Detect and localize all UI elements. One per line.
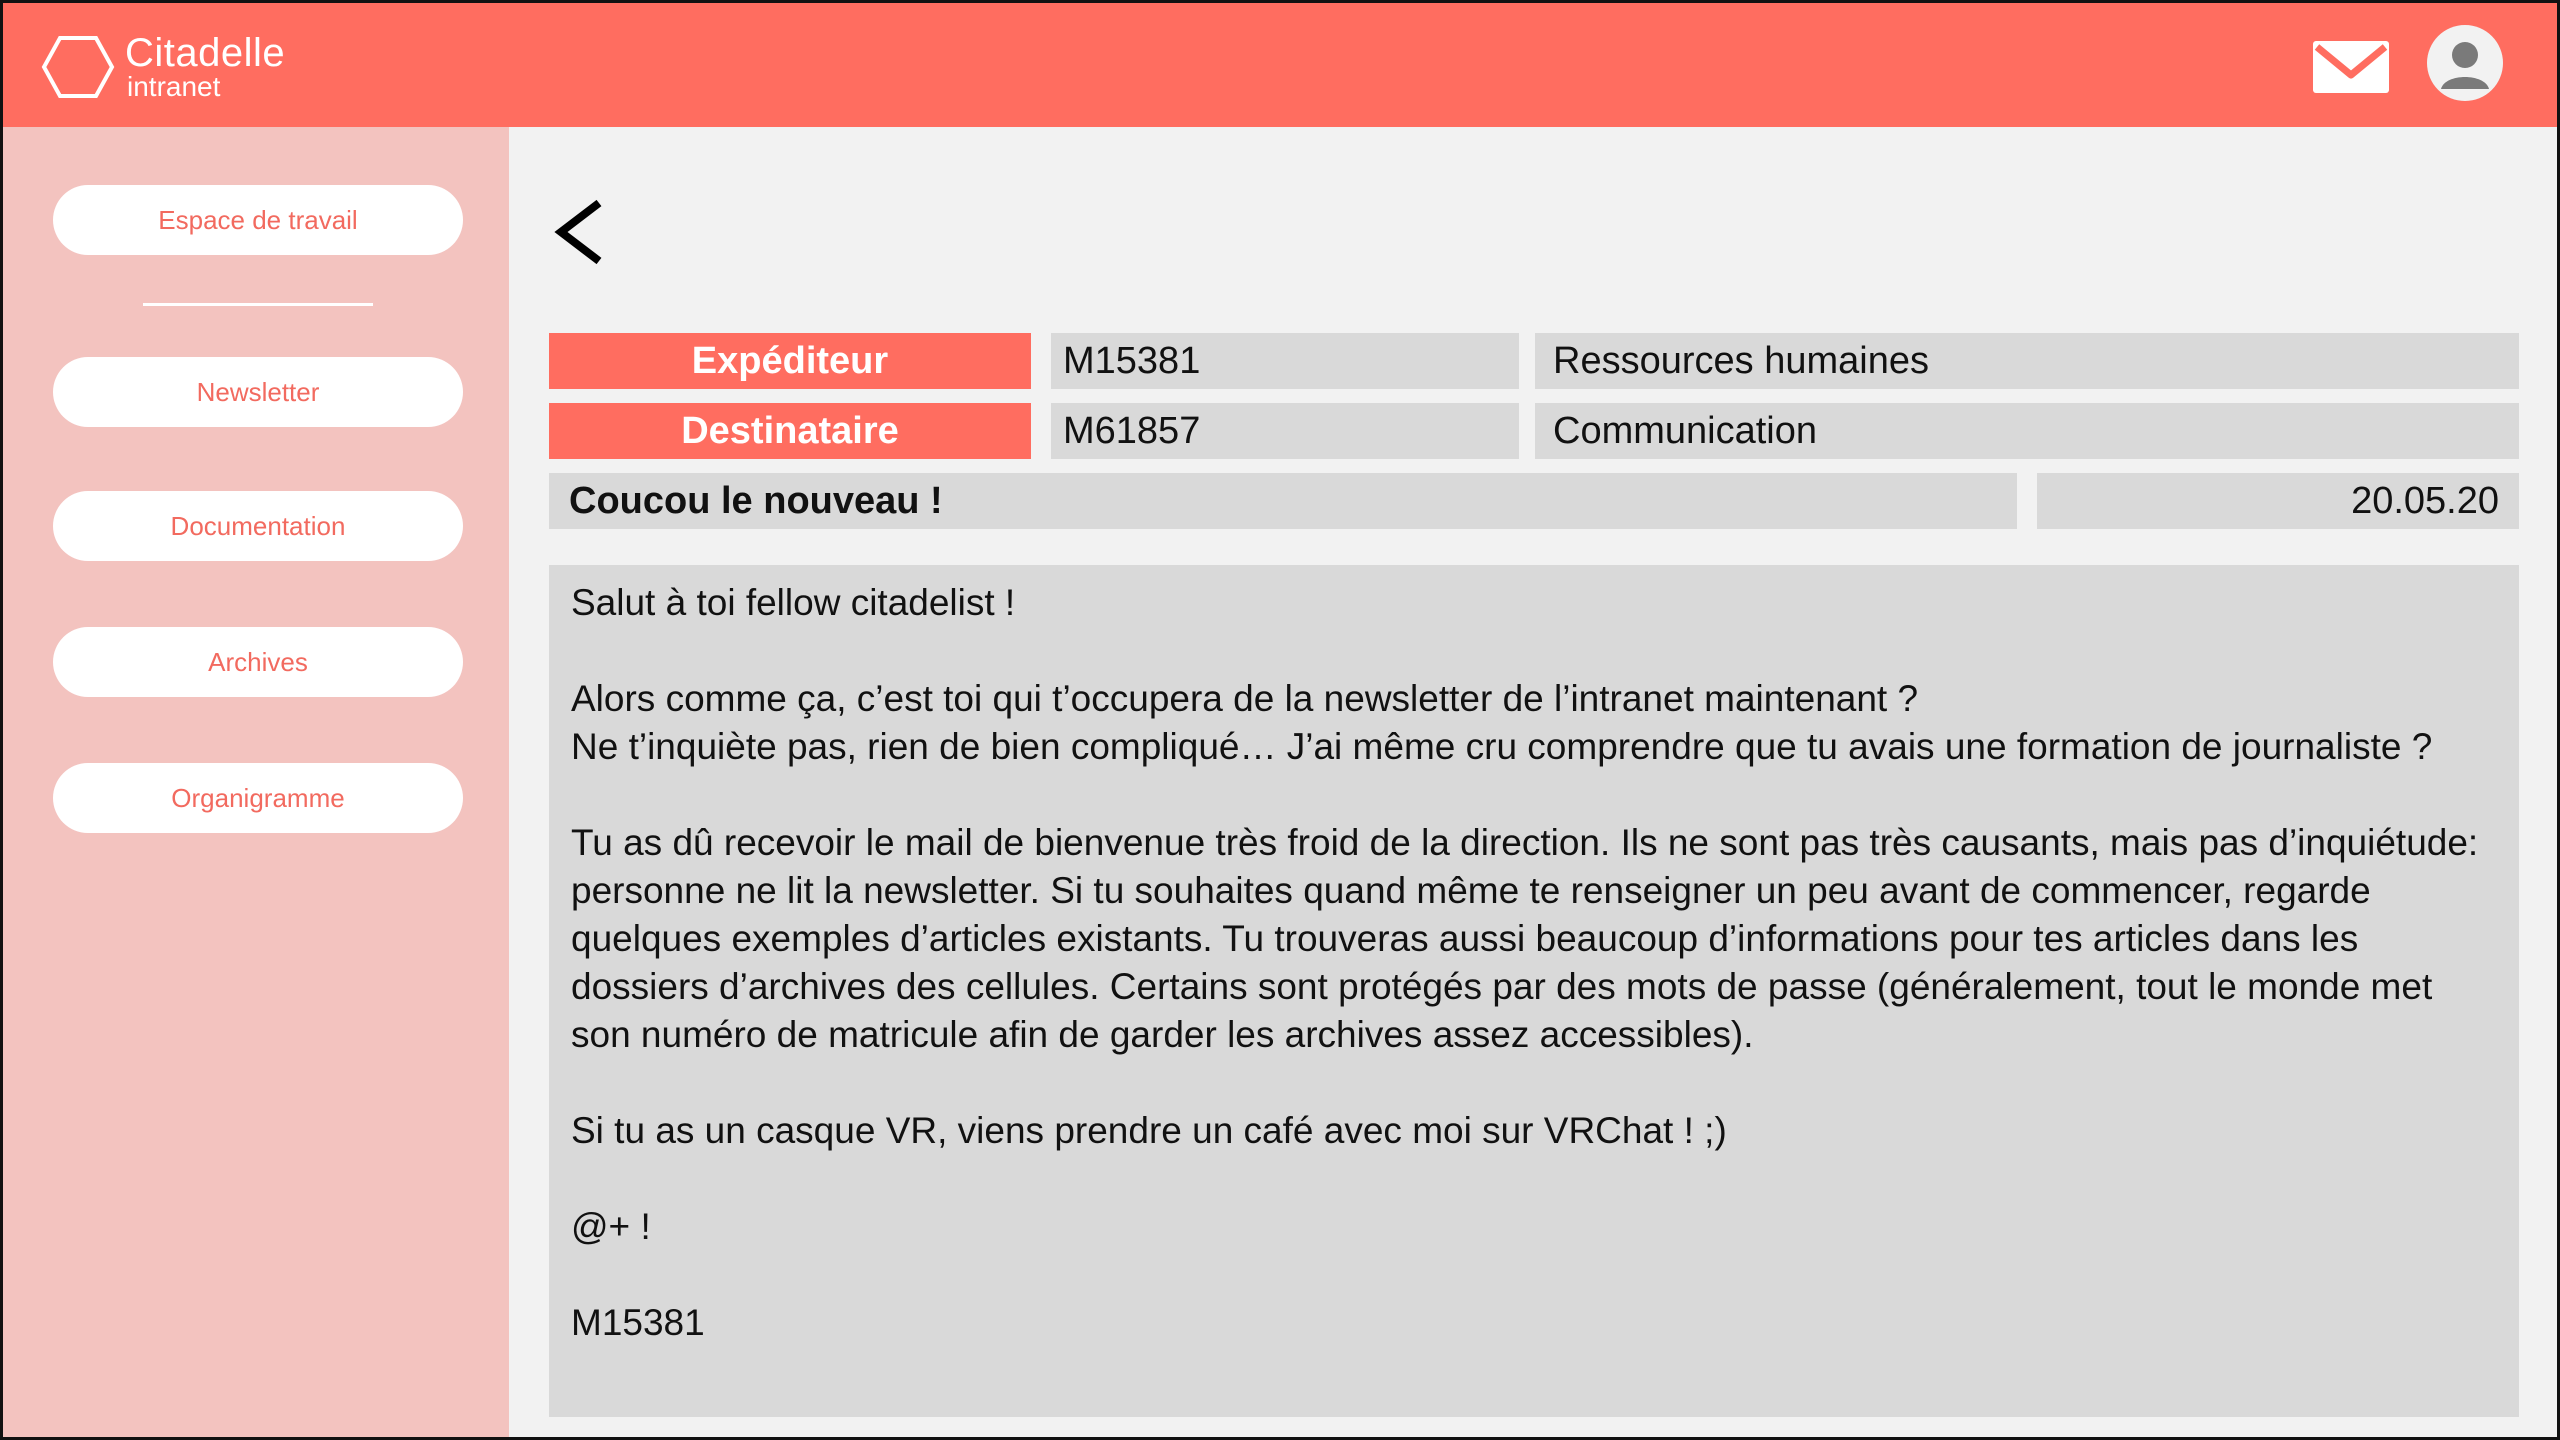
top-header	[3, 3, 2557, 127]
message-subject: Coucou le nouveau !	[549, 473, 2017, 529]
logo[interactable]	[41, 31, 301, 103]
recipient-label: Destinataire	[549, 403, 1031, 459]
message-body	[549, 565, 2519, 1417]
sidebar-item-documentation[interactable]: Documentation	[53, 491, 463, 561]
back-arrow-icon[interactable]	[551, 197, 611, 267]
hexagon-logo-icon	[41, 35, 115, 99]
sidebar	[3, 127, 509, 1440]
logo-subtitle: intranet	[127, 71, 221, 102]
message-date: 20.05.20	[2037, 473, 2519, 529]
message-signature: M15381	[571, 1302, 705, 1343]
sidebar-item-newsletter[interactable]: Newsletter	[53, 357, 463, 427]
sender-department: Ressources humaines	[1535, 333, 2519, 389]
logo-name: Citadelle	[125, 31, 286, 75]
message-paragraph: @+ !	[571, 1206, 651, 1247]
message-paragraph: Tu as dû recevoir le mail de bienvenue très froid de la direction. Ils ne sont pas très causants, mais pas d’inquiétude: personne ne lit la newsletter. Si tu souhaites quand même te renseigner un peu avant de commencer, regarde quelques exemples d’articles existants. Tu trouveras aussi beaucoup d’informations pour tes articles dans les dossiers d’archives des cellules. Certains sont protégés par des mots de passe (généralement, tout le monde met son numéro de matricule afin de garder les archives assez accessibles).	[571, 822, 2489, 1055]
sidebar-item-espace-de-travail[interactable]: Espace de travail	[53, 185, 463, 255]
sidebar-item-archives[interactable]: Archives	[53, 627, 463, 697]
message-paragraph: Salut à toi fellow citadelist !	[571, 582, 1016, 623]
message-paragraph: Si tu as un casque VR, viens prendre un café avec moi sur VRChat ! ;)	[571, 1110, 1727, 1151]
message-view	[509, 127, 2560, 1440]
mail-icon[interactable]	[2313, 41, 2389, 93]
user-avatar-icon[interactable]	[2427, 25, 2503, 101]
sender-id: M15381	[1051, 333, 1519, 389]
recipient-department: Communication	[1535, 403, 2519, 459]
message-paragraph: Alors comme ça, c’est toi qui t’occupera de la newsletter de l’intranet maintenant ? Ne t’inquiète pas, rien de bien compliqué… J’ai même cru comprendre que tu avais une formation de journaliste ?	[571, 678, 2433, 767]
recipient-id: M61857	[1051, 403, 1519, 459]
sidebar-item-organigramme[interactable]: Organigramme	[53, 763, 463, 833]
sidebar-divider	[143, 303, 373, 306]
sender-label: Expéditeur	[549, 333, 1031, 389]
